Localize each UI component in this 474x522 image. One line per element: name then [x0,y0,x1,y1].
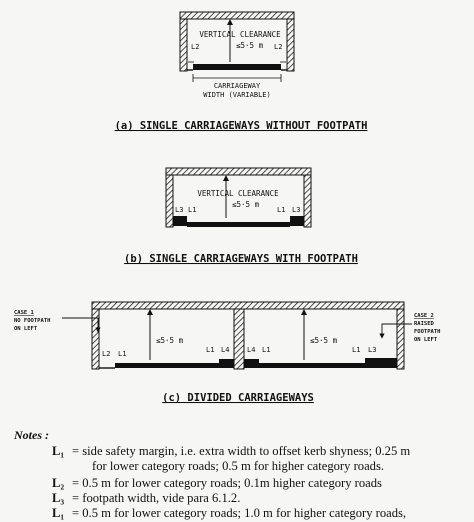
note-symbol: L₁ [52,444,65,458]
svg-text:CASE 1: CASE 1 [14,310,34,316]
note-item-2 [52,476,472,492]
clearance-value: ≤5·5 m [236,41,264,50]
svg-text:ON LEFT: ON LEFT [414,337,438,343]
note-item-1-continuation: for lower category roads; 0.5 m for higher category roads. [92,459,384,473]
structure-wall-left [180,19,187,71]
structure-wall-right [397,309,404,369]
case1-label [14,310,98,332]
note-symbol: L₃ [52,491,65,505]
svg-text:FOOTPATH: FOOTPATH [414,329,441,335]
note-item-1 [52,444,472,460]
note-item-3 [52,491,472,507]
caption-a: (a) SINGLE CARRIAGEWAYS WITHOUT FOOTPATH [114,120,368,132]
note-text: = side safety margin, i.e. extra width to offset kerb shyness; 0.25 m [72,444,411,458]
notes-title: Notes : [14,428,49,442]
diagram-a [115,12,368,132]
svg-text:ON LEFT: ON LEFT [14,326,38,332]
label-l4-inner-right: L4 [247,346,256,354]
note-symbol: L₂ [52,476,65,490]
width-label-1: CARRIAGEWAY [213,82,261,90]
svg-text:RAISED: RAISED [414,321,434,327]
footpath-left [173,216,187,226]
road-slab [193,64,281,70]
diagram-b [124,168,358,265]
road-slab-left [115,363,219,368]
clearance-value: ≤5·5 m [232,200,260,209]
svg-text:CASE 2: CASE 2 [414,313,434,319]
footpath-right [365,358,397,368]
structure-wall-left [166,175,173,227]
label-l3-outer-right: L3 [368,346,377,354]
clearance-value-right: ≤5·5 m [310,336,338,345]
clearance-label: VERTICAL CLEARANCE [199,30,281,39]
structure-wall-right [304,175,311,227]
label-l1-outer-right: L1 [352,346,361,354]
note-text: = 0.5 m for lower category roads; 1.0 m for higher category roads, [72,506,407,520]
clearance-label: VERTICAL CLEARANCE [197,189,279,198]
caption-c: (c) DIVIDED CARRIAGEWAYS [162,392,314,404]
road-slab-right [259,363,365,368]
caption-b: (b) SINGLE CARRIAGEWAYS WITH FOOTPATH [124,253,358,265]
clearance-value-left: ≤5·5 m [156,336,184,345]
case2-label [382,313,441,343]
structure-pier-center [234,309,244,369]
road-slab [187,222,290,227]
note-item-4 [52,506,472,522]
median-right [244,359,259,368]
structure-wall-right [287,19,294,71]
label-l4-inner-left: L4 [221,346,230,354]
label-l2-outer-left: L2 [102,350,111,358]
structure-hatch [166,168,311,175]
note-symbol: L₁ [52,506,65,520]
label-l1-outer-left: L1 [118,350,127,358]
note-text: = 0.5 m for lower category roads; 0.1m higher category roads [72,476,382,490]
label-l1-inner-right: L1 [262,346,271,354]
structure-hatch [92,302,404,309]
footpath-right [290,216,304,226]
structure-hatch [180,12,294,19]
width-label-2: WIDTH (VARIABLE) [203,91,271,99]
svg-text:NO FOOTPATH: NO FOOTPATH [14,318,51,324]
label-l1-inner-left: L1 [206,346,215,354]
label-l2-left: L2 [191,43,200,51]
median-left [219,359,234,368]
label-l1-left: L1 [188,206,197,214]
label-l3-right: L3 [292,206,301,214]
diagram-c [14,302,441,404]
label-l3-left: L3 [175,206,184,214]
label-l1-right: L1 [277,206,286,214]
note-text: = footpath width, vide para 6.1.2. [72,491,241,505]
label-l2-right: L2 [274,43,283,51]
